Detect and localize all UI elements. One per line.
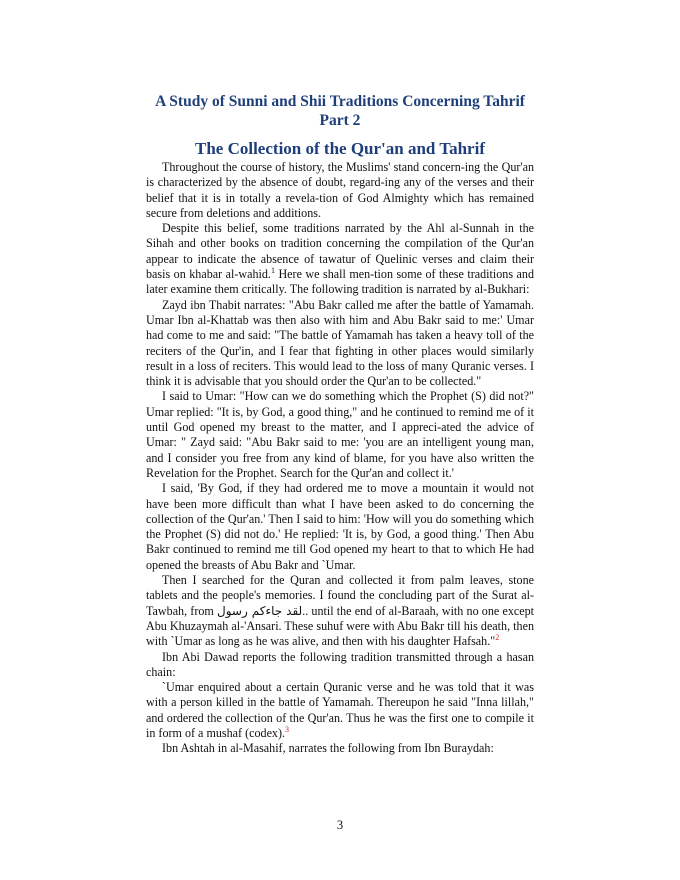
paragraph-3: Zayd ibn Thabit narrates: "Abu Bakr called me after the battle of Yamamah. Umar Ibn al-Khattab was then also with him and Abu Bakr said to me:' Umar had come to me and said: "The battle of Yamamah has taken a heavy toll of the reciters of the Qur'in, and I fear that fighting in other places would similarly result in a loss of reciters. This would lead to the loss of many Quranic verses. I think it is advisable that you should order the Qur'an to be collected." bbox=[146, 297, 534, 389]
paragraph-6 bbox=[146, 573, 534, 649]
arabic-quote: لقد جاءكم رسول bbox=[217, 603, 303, 618]
document-title: A Study of Sunni and Shii Traditions Concerning Tahrif Part 2 bbox=[155, 93, 525, 129]
paragraph-7: Ibn Abi Dawad reports the following tradition transmitted through a hasan chain: bbox=[146, 649, 534, 679]
paragraph-8-text: `Umar enquired about a certain Quranic verse and he was told that it was with a person killed in the battle of Yamamah. Thereupon he said "Inna lillah," and ordered the collection of the Qur'an. Thus he was the first one to compile it in form of a mushaf (codex). bbox=[146, 680, 534, 740]
paragraph-4: I said to Umar: "How can we do something which the Prophet (S) did not?" Umar replied: "It is, by God, a good thing," and he continued to remind me of it until God opened my breast to the matter, and I appreci-ated the advice of Umar: " Zayd said: "Abu Bakr said to me: 'you are an intelligent young man, and I consider you free from any kind of blame, for you have also written the Revelation for the Prophet. Search for the Qur'an and collect it.' bbox=[146, 389, 534, 480]
footnote-marker-3[interactable]: 3 bbox=[285, 724, 290, 734]
paragraph-6-text-b: .. until the end of al-Baraah, with no one except Abu Khuzaymah al-'Ansari. These suhuf were with Abu Bakr till his death, then with `Umar as long as he was alive, and then with his daughter Hafsah." bbox=[146, 603, 535, 649]
paragraph-1: Throughout the course of history, the Muslims' stand concern-ing the Qur'an is characterized by the absence of doubt, regard-ing any of the verses and their belief that it is in totally a revela-tion of God Almighty which has remained secure from deletions and additions. bbox=[146, 160, 534, 220]
section-heading: The Collection of the Qur'an and Tahrif bbox=[195, 139, 485, 158]
paragraph-2 bbox=[146, 221, 534, 297]
paragraph-2-text-b: Here we shall men-tion some of these traditions and later examine them critically. The following tradition is narrated by al-Bukhari: bbox=[146, 267, 534, 297]
document-page bbox=[146, 92, 534, 757]
page-number: 3 bbox=[336, 818, 344, 832]
paragraph-8 bbox=[146, 680, 534, 741]
paragraph-2-text-a: Despite this belief, some traditions narrated by the Ahl al-Sunnah in the Sihah and other books on tradition concerning the compilation of the Qur'an appear to indicate the absence of tawatur of Quelinic verses and claim their basis on khabar al-wahid. bbox=[146, 221, 534, 282]
paragraph-5: I said, 'By God, if they had ordered me to move a mountain it would not have been more difficult than what I have been asked to do concerning the collection of the Qur'an.' Then I said to him: 'How will you do something which the Prophet (S) did not do.' He replied: 'It is, by God, a good thing.' Then Abu Bakr continued to remind me till God opened my heart to that to which He had opened the breasts of Abu Bakr and `Umar. bbox=[146, 481, 534, 572]
footnote-marker-2[interactable]: 2 bbox=[495, 633, 500, 643]
footnote-marker-1[interactable]: 1 bbox=[270, 266, 275, 276]
paragraph-9: Ibn Ashtah in al-Masahif, narrates the following from Ibn Buraydah: bbox=[162, 741, 494, 756]
paragraph-6-text-a: Then I searched for the Quran and collected it from palm leaves, stone tablets and the people's memories. I found the concluding part of the Surat al-Tawbah, from bbox=[146, 573, 534, 618]
